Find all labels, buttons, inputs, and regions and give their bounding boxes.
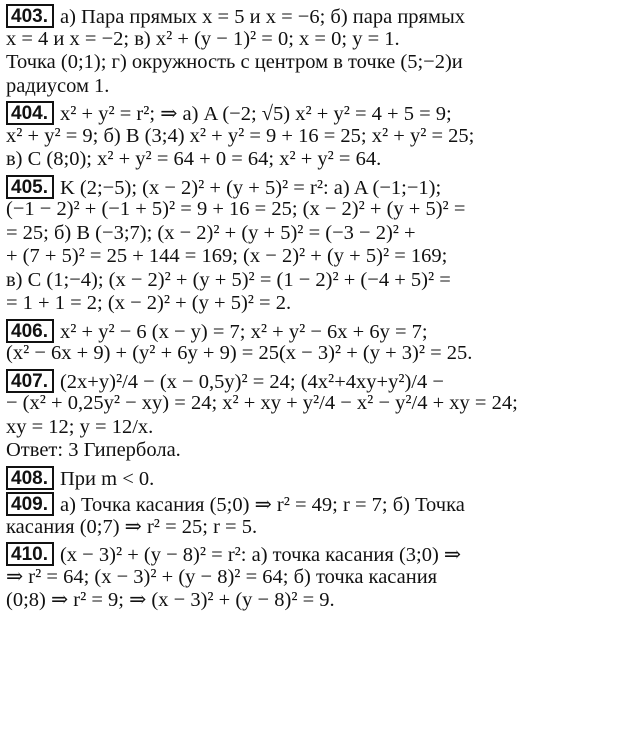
- solution-text: При m < 0.: [59, 467, 155, 490]
- solution-line: [6, 439, 624, 463]
- solution-text: (x² − 6x + 9) + (y² + 6y + 9) = 25(x − 3)² + (y + 3)² = 25.: [6, 342, 473, 364]
- solution-line: [6, 222, 624, 246]
- solution-line: [6, 492, 624, 516]
- solution-text: (x − 3)² + (y − 8)² = r²: а) точка касания (3;0) ⇒: [59, 544, 462, 566]
- solution-text: x = 4 и x = −2; в) x² + (y − 1)² = 0; x = 0; y = 1.: [6, 27, 400, 50]
- solution-line: [6, 269, 624, 293]
- solution-text: в) C (8;0); x² + y² = 64 + 0 = 64; x² + y² = 64.: [6, 148, 382, 170]
- solution-text: = 25; б) B (−3;7); (x − 2)² + (y + 5)² = (−3 − 2)² +: [6, 221, 416, 244]
- solution-line: [6, 51, 624, 75]
- problem-number: 408.: [6, 466, 54, 490]
- solution-text: а) Точка касания (5;0) ⇒ r² = 49; r = 7; б) Точка: [59, 494, 465, 516]
- problem-number: 407.: [6, 369, 54, 393]
- solution-line: [6, 148, 624, 172]
- solution-text: x² + y² − 6 (x − y) = 7; x² + y² − 6x + 6y = 7;: [59, 320, 428, 343]
- solution-line: [6, 392, 624, 416]
- solution-text: (−1 − 2)² + (−1 + 5)² = 9 + 16 = 25; (x − 2)² + (y + 5)² =: [6, 198, 466, 220]
- solution-text: x² + y² = r²; ⇒ а) A (−2; √5) x² + y² = 4 + 5 = 9;: [59, 103, 452, 125]
- solution-line: [6, 416, 624, 440]
- solution-text: + (7 + 5)² = 25 + 144 = 169; (x − 2)² + (y + 5)² = 169;: [6, 245, 448, 267]
- solution-line: [6, 198, 624, 222]
- solution-text: K (2;−5); (x − 2)² + (y + 5)² = r²: а) A (−1;−1);: [59, 176, 442, 199]
- solution-text: (0;8) ⇒ r² = 9; ⇒ (x − 3)² + (y − 8)² = 9.: [6, 589, 335, 611]
- solution-line: [6, 101, 624, 125]
- problem-number: 409.: [6, 492, 54, 516]
- solution-line: [6, 175, 624, 199]
- solution-line: [6, 342, 624, 366]
- solution-line: [6, 516, 624, 540]
- solution-text: (2x+y)²/4 − (x − 0,5y)² = 24; (4x²+4xy+y²)/4 −: [59, 370, 444, 393]
- solution-line: [6, 28, 624, 52]
- problem-number: 410.: [6, 542, 54, 566]
- solution-line: [6, 319, 624, 343]
- solution-text: в) C (1;−4); (x − 2)² + (y + 5)² = (1 − 2)² + (−4 + 5)² =: [6, 268, 451, 291]
- answer-text: Ответ: 3 Гипербола.: [6, 439, 181, 461]
- solution-text: = 1 + 1 = 2; (x − 2)² + (y + 5)² = 2.: [6, 292, 292, 314]
- solution-line: [6, 566, 624, 590]
- solution-text: ⇒ r² = 64; (x − 3)² + (y − 8)² = 64; б) точка касания: [6, 565, 438, 588]
- solution-line: [6, 292, 624, 316]
- solution-line: [6, 466, 624, 490]
- solution-line: [6, 542, 624, 566]
- solution-text: радиусом 1.: [6, 74, 110, 97]
- solution-text: Точка (0;1); г) окружность с центром в точке (5;−2)и: [6, 51, 463, 73]
- solution-line: [6, 75, 624, 99]
- problem-number: 403.: [6, 4, 54, 28]
- solution-line: [6, 589, 624, 613]
- solution-line: [6, 4, 624, 28]
- solution-line: [6, 369, 624, 393]
- solution-line: [6, 245, 624, 269]
- solution-text: а) Пара прямых x = 5 и x = −6; б) пара прямых: [59, 6, 465, 28]
- problem-number: 405.: [6, 175, 54, 199]
- solutions-page: [6, 4, 624, 613]
- solution-text: касания (0;7) ⇒ r² = 25; r = 5.: [6, 515, 258, 538]
- problem-number: 404.: [6, 101, 54, 125]
- solution-text: − (x² + 0,25y² − xy) = 24; x² + xy + y²/4 − x² − y²/4 + xy = 24;: [6, 392, 518, 414]
- solution-line: [6, 125, 624, 149]
- problem-number: 406.: [6, 319, 54, 343]
- solution-text: x² + y² = 9; б) B (3;4) x² + y² = 9 + 16 = 25; x² + y² = 25;: [6, 124, 475, 147]
- solution-text: xy = 12; y = 12/x.: [6, 415, 154, 438]
